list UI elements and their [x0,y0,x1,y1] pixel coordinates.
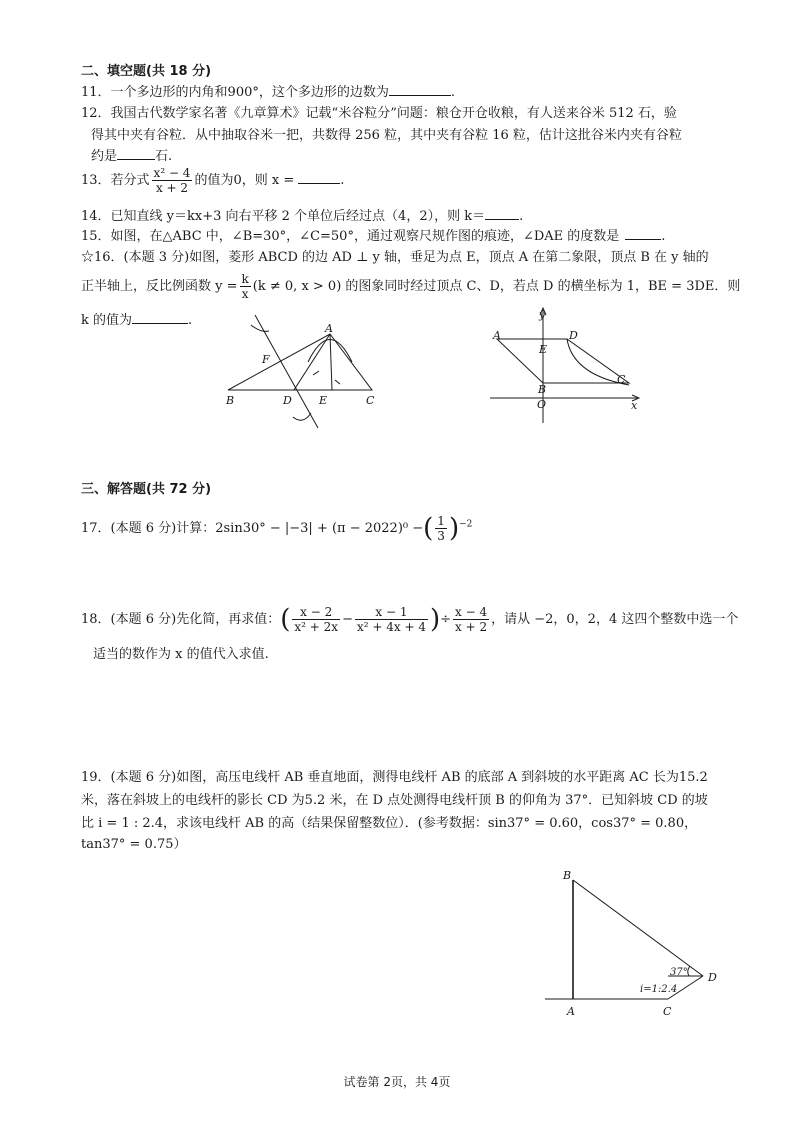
question-13-post: 的值为0，则 x = [194,173,295,188]
answer-blank-13[interactable] [298,171,340,184]
label-angle-37: 37° [670,967,688,978]
page-footer: 试卷第 2页，共 4页 [343,1075,451,1089]
label-c: C [663,1005,672,1018]
section-title-solutions: 三、解答题(共 72 分) [81,482,212,497]
arc-mark-top [251,325,269,331]
answer-blank-15[interactable] [625,227,661,240]
label-d: D [283,394,292,407]
fraction-16-numerator: k [241,272,249,286]
label-b: B [538,383,547,396]
question-19-line3: 比 i = 1 : 2.4，求该电线杆 AB 的高（结果保留整数位）．(参考数据：sin37° = 0.60，cos37° = 0.80， [81,816,698,831]
paren-open-18: ( [280,604,291,635]
fraction-17-numerator: 1 [437,514,445,528]
question-13 [81,166,344,195]
section-title-fill-in: 二、填空题(共 18 分) [81,64,212,79]
divide-sign: ÷ [440,612,452,627]
label-a: A [493,329,501,342]
label-c: C [366,394,375,407]
fraction-18-c-numerator: x − 4 [455,605,488,619]
answer-blank-16[interactable] [132,311,188,324]
fraction-18-c [453,605,489,634]
fraction-13-denominator: x + 2 [155,181,189,195]
label-e: E [319,394,328,407]
fraction-16 [240,272,251,301]
answer-blank-14[interactable] [485,207,519,220]
perpendicular-bisector [255,315,318,428]
rhombus-abcd [497,339,629,383]
question-13-pre: 13．若分式 [81,173,150,188]
sight-line-bd [573,880,703,976]
question-19-line2: 米，落在斜坡上的电线杆的影长 CD 为5.2 米，在 D 点处测得电线杆顶 B 的仰角为 37°．已知斜坡 CD 的坡 [81,793,708,808]
question-18-pre: 18．(本题 6 分)先化简，再求值： [81,612,281,627]
angle-arc-37 [688,966,690,976]
question-18-post: ，请从 −2，0，2，4 这四个整数中选一个 [491,612,739,627]
question-12-line1: 12．我国古代数学家名著《九章算术》记载“米谷粒分”问题：粮仓开仓收粮，有人送来谷米 512 石，验 [81,106,677,121]
question-12-line3-end: 石. [155,149,173,164]
fraction-18-a-numerator: x − 2 [292,605,340,620]
fraction-18-a [292,605,340,634]
question-19-line4: tan37° = 0.75） [81,837,187,852]
question-12-line2: 得其中夹有谷粒．从中抽取谷米一把，共数得 256 粒，其中夹有谷粒 16 粒，估计这批谷米内夹有谷粒 [91,128,682,143]
question-16-line3 [81,309,192,328]
label-c: C [617,373,626,386]
question-17 [81,514,472,543]
answer-blank-11[interactable] [389,83,451,96]
question-14 [81,205,523,224]
segment-ad [294,334,330,390]
question-11 [81,81,455,100]
label-d: D [708,971,717,984]
paren-close: ) [448,513,460,544]
fraction-17 [435,514,447,543]
question-12-line3 [91,145,172,164]
question-18 [81,605,738,634]
label-y: y [539,308,546,321]
figure-16-rhombus [485,305,645,430]
question-14-text: 14．已知直线 y＝kx+3 向右平移 2 个单位后经过点（4，2），则 k＝ [81,209,486,224]
label-b: B [563,869,572,882]
label-a: A [325,322,333,335]
exponent-17: −2 [459,519,473,530]
question-16-line2-end: (k ≠ 0, x > 0) 的图象同时经过顶点 C、D，若点 D 的横坐标为 1，BE = 3DE．则 [252,279,741,294]
question-13-end: . [340,173,345,188]
question-15-text: 15．如图，在△ABC 中，∠B=30°，∠C=50°，通过观察尺规作图的痕迹，∠DAE 的度数是 [81,229,620,244]
label-d: D [569,329,578,342]
arc-tick-left [313,371,319,375]
question-11-end: . [450,85,455,100]
paren-close-18: ) [429,604,441,635]
question-15-end: . [661,229,666,244]
answer-blank-12[interactable] [117,147,155,160]
fraction-13 [152,166,193,195]
segment-ae [330,334,332,390]
fraction-18-a-denominator: x² + 2x [294,620,339,634]
question-18-line2: 适当的数作为 x 的值代入求值. [93,647,269,662]
arc-tick-right [335,380,340,384]
fraction-18-b-denominator: x² + 4x + 4 [356,620,426,634]
figure-19-pole-slope [540,865,740,1025]
question-19-line1: 19．(本题 6 分)如图，高压电线杆 AB 垂直地面，测得电线杆 AB 的底部 A 到斜坡的水平距离 AC 长为15.2 [81,770,708,785]
question-16-line2 [81,272,740,301]
question-16-line3-start: k 的值为 [81,313,133,328]
question-12-line3-start: 约是 [91,149,118,164]
fraction-18-b [355,605,428,634]
paren-open: ( [423,513,434,544]
label-f: F [262,353,270,366]
triangle-abc [228,334,372,390]
label-x: x [631,399,638,412]
arc-mark-bottom [293,413,311,420]
question-11-text: 11．一个多边形的内角和900°，这个多边形的边数为 [81,85,389,100]
label-a: A [567,1005,575,1018]
figure-15-triangle [215,300,390,435]
label-e: E [539,343,548,356]
question-14-end: . [519,209,524,224]
question-16-line3-end: . [188,313,193,328]
fraction-18-b-numerator: x − 1 [355,605,428,620]
minus-sign: − [342,612,353,627]
label-b: B [226,394,235,407]
question-16-line2-start: 正半轴上，反比例函数 y = [81,279,238,294]
fraction-18-c-denominator: x + 2 [455,620,488,634]
question-15 [81,225,665,244]
fraction-17-denominator: 3 [437,529,445,543]
label-slope-ratio: i=1:2.4 [640,984,678,995]
label-o: O [537,398,547,411]
fraction-13-numerator: x² − 4 [153,166,191,180]
fraction-16-denominator: x [241,287,249,301]
question-17-text: 17．(本题 6 分)计算：2sin30° − |−3| + (π − 2022)⁰ − [81,521,424,536]
question-16-line1: ☆16．(本题 3 分)如图，菱形 ABCD 的边 AD ⊥ y 轴，垂足为点 E，顶点 A 在第二象限，顶点 B 在 y 轴的 [81,250,709,265]
